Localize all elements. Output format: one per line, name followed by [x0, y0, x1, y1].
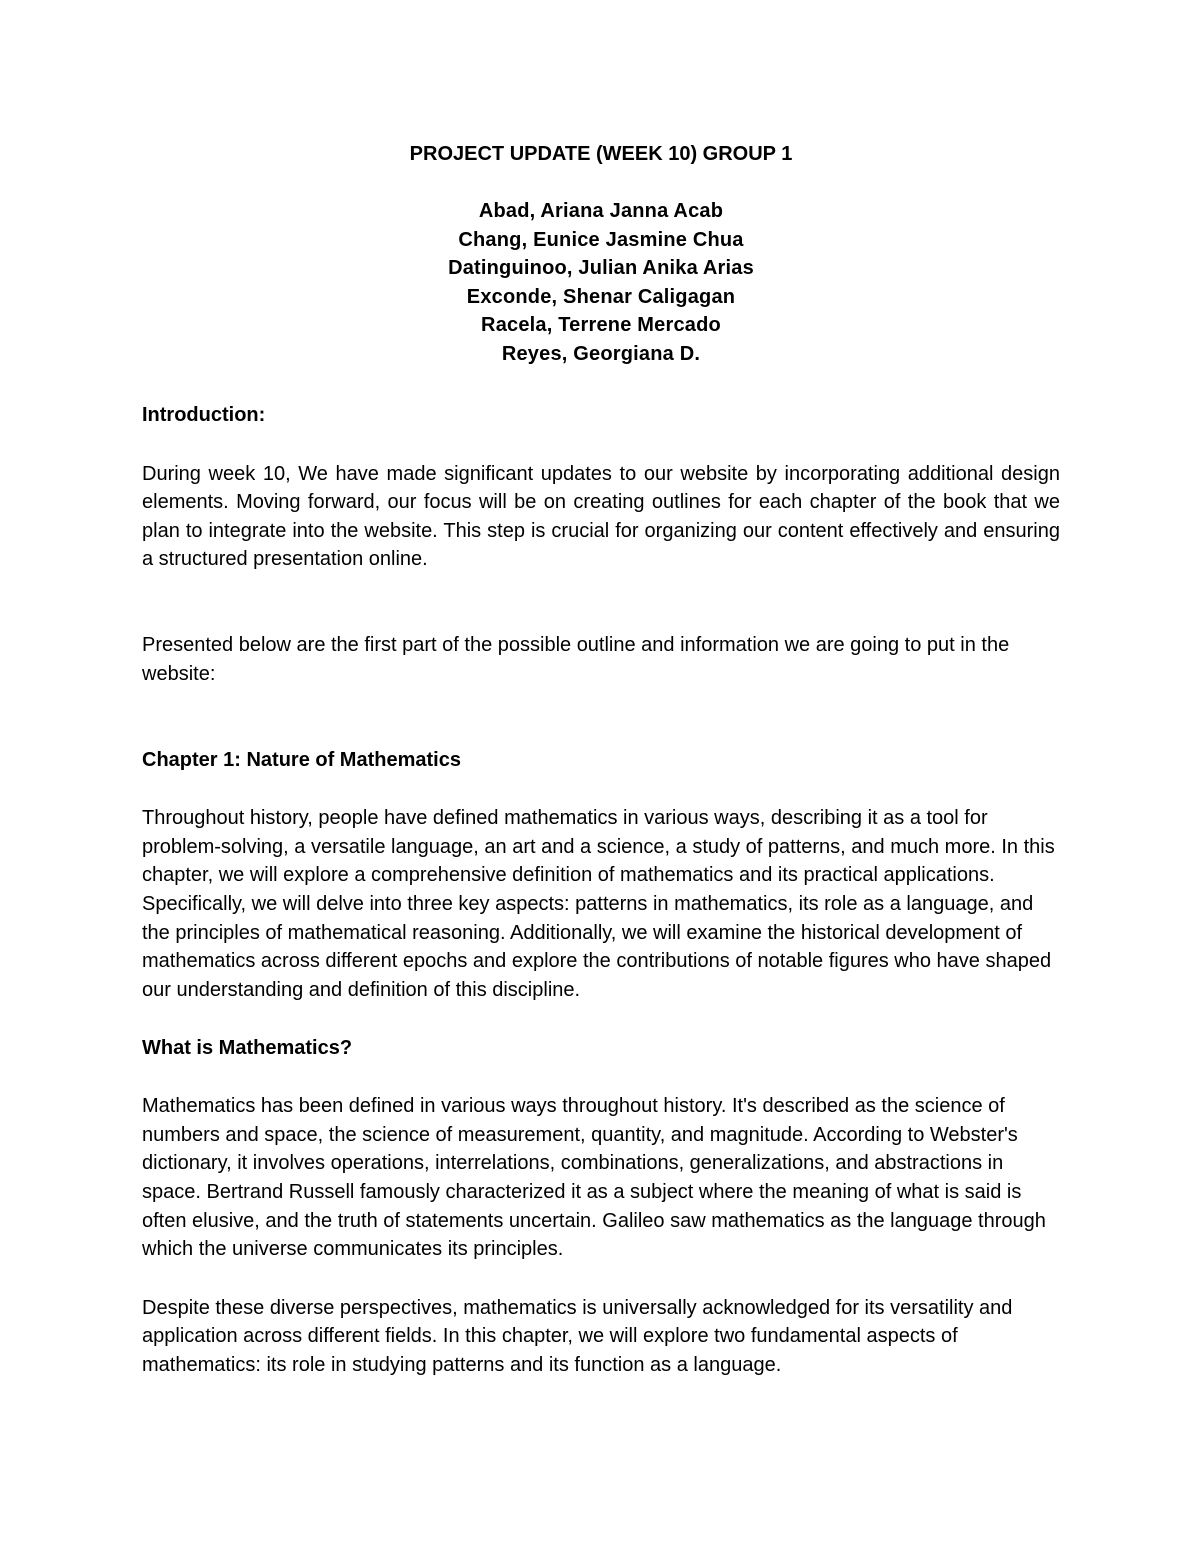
- author-name: Racela, Terrene Mercado: [481, 314, 721, 337]
- chapter-1-paragraph: Throughout history, people have defined mathematics in various ways, describing it as a tool for problem-solving, a versatile language, an art and a science, a study of patterns, and much more. In this chapter, we will explore a comprehensive definition of mathematics and its practical applications. Specifically, we will delve into three key aspects: patterns in mathematics, its role as a language, and the principles of mathematical reasoning. Additionally, we will examine the historical development of mathematics across different epochs and explore the contributions of notable figures who have shaped our understanding and definition of this discipline.: [142, 807, 1055, 1001]
- chapter-1-heading: Chapter 1: Nature of Mathematics: [142, 749, 461, 772]
- outline-intro-paragraph: Presented below are the first part of the possible outline and information we are going to put in the website:: [142, 633, 1010, 685]
- introduction-paragraph: During week 10, We have made significant updates to our website by incorporating additional design elements. Moving forward, our focus will be on creating outlines for each chapter of the book that we plan to integrate into the website. This step is crucial for organizing our content effectively and ensuring a structured presentation online.: [142, 462, 1060, 571]
- author-name: Datinguinoo, Julian Anika Arias: [448, 257, 754, 280]
- what-is-mathematics-paragraph-1: Mathematics has been defined in various ways throughout history. It's described as the science of numbers and space, the science of measurement, quantity, and magnitude. According to Webster's dictionary, it involves operations, interrelations, combinations, generalizations, and abstractions in space. Bertrand Russell famously characterized it as a subject where the meaning of what is said is often elusive, and the truth of statements uncertain. Galileo saw mathematics as the language through which the universe communicates its principles.: [142, 1095, 1046, 1261]
- document-title: PROJECT UPDATE (WEEK 10) GROUP 1: [409, 143, 793, 165]
- document-body: [142, 140, 1060, 1380]
- author-name: Reyes, Georgiana D.: [501, 342, 701, 365]
- author-name: Chang, Eunice Jasmine Chua: [458, 228, 744, 251]
- what-is-mathematics-heading: What is Mathematics?: [142, 1037, 353, 1060]
- introduction-heading: Introduction:: [142, 403, 266, 426]
- what-is-mathematics-paragraph-2: Despite these diverse perspectives, mathematics is universally acknowledged for its versatility and application across different fields. In this chapter, we will explore two fundamental aspects of mathematics: its role in studying patterns and its function as a language.: [142, 1296, 1013, 1377]
- author-name: Exconde, Shenar Caligagan: [466, 285, 736, 308]
- author-list: [142, 197, 1060, 369]
- author-name: Abad, Ariana Janna Acab: [478, 200, 724, 222]
